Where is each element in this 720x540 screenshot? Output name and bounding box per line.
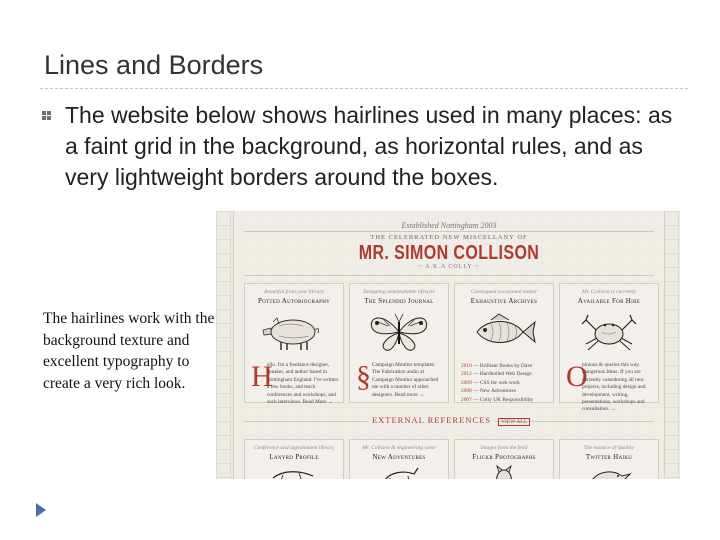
bird-icon (584, 464, 634, 479)
horse-icon (374, 464, 424, 479)
list-year: 2009 (461, 379, 472, 386)
bullet-text: The website below shows hairlines used in many places: as a faint grid in the background, as horizontal rules, and as very lightweight borders around the boxes. (65, 102, 673, 190)
box-kicker: Conference and appointment library (253, 445, 335, 451)
box-heading[interactable]: Flickr Photographs (472, 453, 536, 461)
box-lanyrd (244, 439, 344, 479)
box-journal (349, 283, 449, 403)
drop-cap: § (356, 360, 371, 393)
list-text: New Adventures (479, 388, 516, 395)
box-heading[interactable]: Available For Hire (577, 297, 641, 305)
box-autobiography (244, 283, 344, 406)
site-page (233, 211, 665, 479)
box-heading[interactable]: Potted Autobiography (257, 297, 331, 305)
next-slide-arrow-icon[interactable] (36, 503, 46, 517)
box-kicker: The essence of Quality (584, 445, 634, 451)
side-note: The hairlines work with the background texture and excellent typography to create a very rich look. (43, 310, 215, 392)
bullet-icon (42, 110, 53, 121)
list-text: Brilliant Books by Dave (479, 363, 533, 369)
site-rule (244, 275, 654, 276)
box-heading[interactable]: The Splendid Journal (364, 297, 434, 305)
site-name: MR. SIMON COLLISON (358, 242, 540, 264)
fish-icon (469, 310, 539, 354)
site-pretitle: THE CELEBRATED NEW MISCELLANY OF (370, 234, 528, 241)
list-year: 2007 (461, 396, 472, 403)
list-text: Hardboiled Web Design (479, 371, 532, 378)
box-kicker: Catalogued occasional matter (470, 289, 538, 295)
pig-icon (259, 310, 329, 354)
butterfly-icon (364, 310, 434, 354)
drop-cap: O (566, 360, 588, 393)
box-kicker: Designing unmistakable lifestyle (363, 289, 435, 295)
box-kicker: Beautiful from your library (264, 289, 324, 295)
box-heading[interactable]: New Adventures (372, 453, 426, 461)
box-hire (559, 283, 659, 413)
list-item[interactable]: 2009 — CSS for web work (461, 379, 520, 386)
cat-icon (479, 464, 529, 479)
view-all-button[interactable]: VIEW ALL (498, 418, 530, 426)
list-year: 2010 (461, 363, 472, 369)
box-archives (454, 283, 554, 403)
crab-icon (574, 310, 644, 354)
lizard-icon (269, 464, 319, 479)
box-heading[interactable]: Twitter Haiku (585, 453, 633, 461)
list-item[interactable]: 2007 — Colly UK Responsibility (461, 396, 534, 403)
list-year: 2012 (461, 371, 472, 378)
box-heading[interactable]: Lanyrd Profile (269, 453, 319, 461)
site-rule (244, 231, 654, 232)
website-screenshot (216, 211, 680, 479)
box-kicker: Images from the field (480, 445, 528, 451)
list-item[interactable]: 2012 — Hardboiled Web Design (461, 371, 532, 378)
box-kicker: Mr. Collison & engineering some (362, 445, 436, 451)
box-text: ello. I'm a freelance designer, speaker, and author based in Nottingham England. I've written a few books, and teach conferences and workshops, and such interviews. Read More → (267, 362, 338, 406)
box-kicker: Mr. Collison is currently (582, 289, 636, 295)
box-new-adventures (349, 439, 449, 479)
refs-label: EXTERNAL REFERENCES (368, 415, 495, 425)
archive-list (461, 362, 549, 404)
box-text: Campaign Monitor templates. The Fabrication audio at Campaign Monitor approached me with a number of other designers. Read more → (372, 362, 439, 398)
slide-title: Lines and Borders (44, 50, 264, 80)
box-twitter (559, 439, 659, 479)
list-item[interactable]: 2010 — Brilliant Books by Dave (461, 363, 533, 369)
list-item[interactable]: 2008 — New Adventures (461, 388, 516, 395)
box-text: pinions & queries this way. Dangerous Ideas. If you are currently considering all new projects, including design and development, writing, presentations, workshops and consultation. → (582, 362, 646, 413)
list-text: CSS for web work (479, 379, 520, 386)
list-year: 2008 (461, 388, 472, 395)
list-text: Colly UK Responsibility (479, 396, 534, 403)
title-divider (40, 88, 688, 89)
box-heading[interactable]: Exhaustive Archives (470, 297, 538, 305)
drop-cap: H (251, 360, 273, 393)
site-byline: ~ A.K.A COLLY ~ (418, 264, 480, 270)
site-established: Established Nottingham 2003 (401, 221, 497, 230)
box-flickr (454, 439, 554, 479)
external-references (234, 415, 664, 425)
